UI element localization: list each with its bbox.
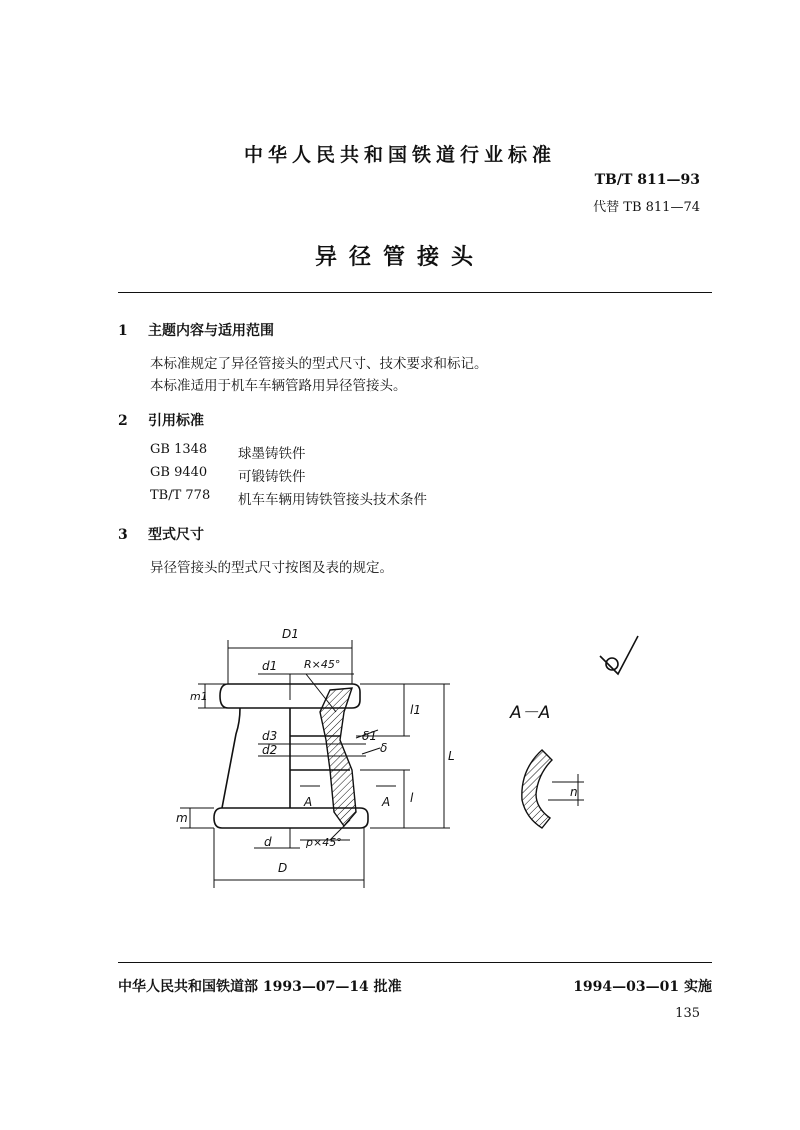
reference-code: GB 1348 <box>150 442 208 457</box>
reference-name: 球墨铸铁件 <box>238 446 306 462</box>
approval-info: 中华人民共和国铁道部 1993—07—14 批准 <box>118 979 402 995</box>
label-m: m <box>176 811 188 825</box>
label-D: D <box>278 861 288 875</box>
label-A-left: A <box>304 795 313 809</box>
label-A-right: A <box>382 795 391 809</box>
label-px45: p×45° <box>306 836 342 849</box>
reference-name: 机车车辆用铸铁管接头技术条件 <box>238 492 427 508</box>
label-D1: D1 <box>282 627 299 641</box>
label-d1: d1 <box>262 659 278 673</box>
label-Rx45: R×45° <box>304 658 341 671</box>
section-number: 2 <box>118 413 128 429</box>
footer-rule <box>118 962 712 963</box>
section-number: 1 <box>118 323 128 339</box>
label-d: d <box>264 835 272 849</box>
surface-finish-symbol <box>600 636 638 674</box>
label-section-a-a: A－A <box>510 703 551 723</box>
section-3-paragraph: 异径管接头的型式尺寸按图及表的规定。 <box>150 560 393 576</box>
page-number: 135 <box>675 1006 700 1021</box>
reference-code: TB/T 778 <box>150 488 211 503</box>
section-title: 型式尺寸 <box>148 527 204 543</box>
section-1-paragraph: 本标准规定了异径管接头的型式尺寸、技术要求和标记。 <box>150 356 488 372</box>
section-title: 引用标准 <box>148 413 204 429</box>
label-L: L <box>448 749 455 763</box>
label-m1: m1 <box>190 690 208 703</box>
reference-name: 可锻铸铁件 <box>238 469 306 485</box>
implementation-date: 1994—03—01 实施 <box>573 979 712 995</box>
dimension-lines <box>180 640 450 888</box>
label-l1: l1 <box>410 703 421 717</box>
replaces-standard: 代替 TB 811—74 <box>593 200 700 215</box>
label-d3: d3 <box>262 729 278 743</box>
section-number: 3 <box>118 527 128 543</box>
label-delta: δ <box>380 741 388 755</box>
label-d2: d2 <box>262 743 278 757</box>
document-title: 异径管接头 <box>314 244 485 270</box>
standard-number: TB/T 811—93 <box>594 172 700 188</box>
section-title: 主题内容与适用范围 <box>148 323 274 339</box>
section-1-paragraph: 本标准适用于机车车辆管路用异径管接头。 <box>150 378 407 394</box>
reference-code: GB 9440 <box>150 465 208 480</box>
label-n: n <box>570 785 578 799</box>
label-delta1: δ1 <box>362 729 377 743</box>
label-l: l <box>410 791 414 805</box>
issuing-organization: 中华人民共和国铁道行业标准 <box>243 144 556 166</box>
